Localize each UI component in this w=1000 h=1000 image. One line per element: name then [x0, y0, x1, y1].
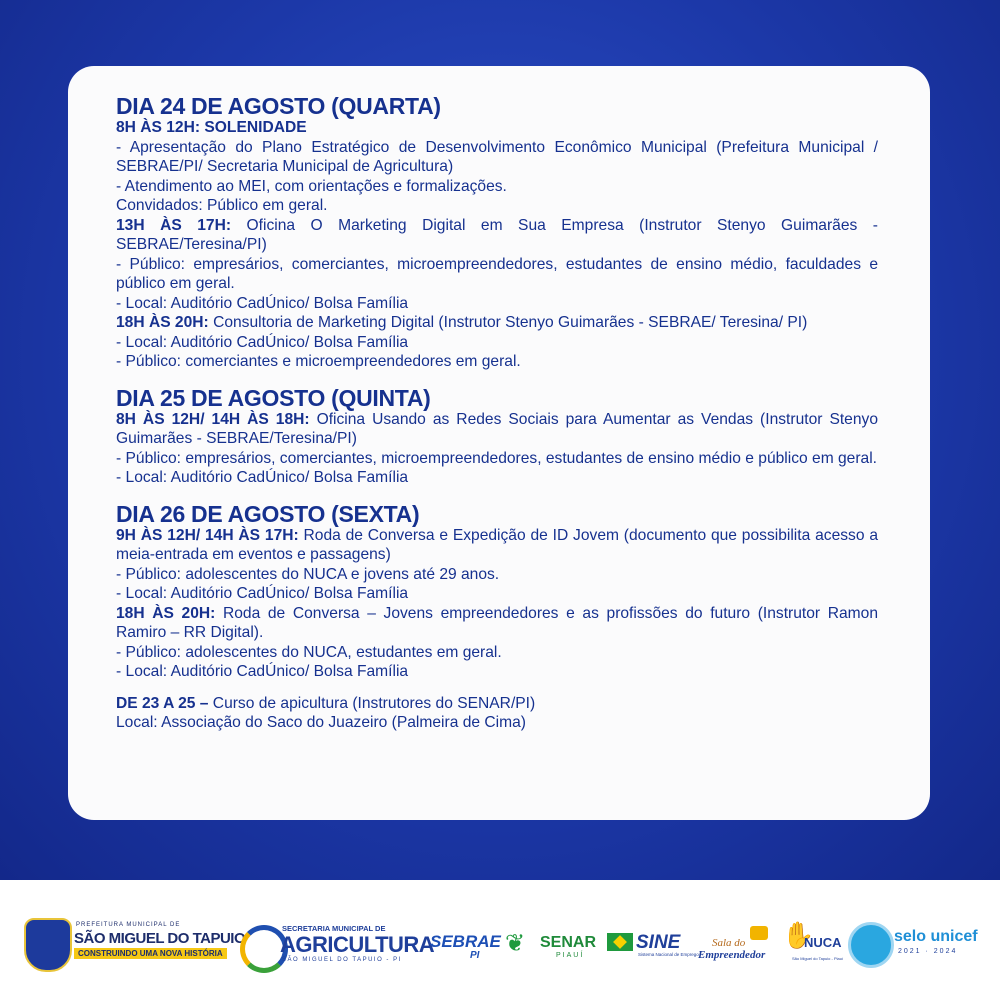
schedule-line: [116, 118, 878, 138]
line-text: - Público: empresários, comerciantes, microempreendedores, estudantes de ensino médio e público em geral.: [116, 449, 878, 467]
schedule-line: [116, 294, 878, 314]
schedule-line: [116, 410, 878, 449]
sebrae-uf: PI: [470, 950, 480, 961]
line-text: - Público: adolescentes do NUCA e jovens até 29 anos.: [116, 565, 500, 583]
day-title: DIA 26 DE AGOSTO (SEXTA): [116, 500, 420, 527]
sao-miguel-slogan: CONSTRUINDO UMA NOVA HISTÓRIA: [74, 948, 227, 959]
time-label: 8H ÀS 12H: SOLENIDADE: [116, 119, 307, 136]
agricultura-secretaria: SECRETARIA MUNICIPAL DE: [282, 924, 386, 933]
line-text: - Local: Auditório CadÚnico/ Bolsa Família: [116, 469, 409, 486]
time-label: 18H ÀS 20H:: [116, 314, 209, 331]
line-text: - Atendimento ao MEI, com orientações e formalizações.: [116, 177, 507, 195]
senar-logo: SENAR: [540, 934, 597, 951]
agricultura-name: AGRICULTURA: [280, 932, 435, 957]
line-text: - Local: Auditório CadÚnico/ Bolsa Família: [116, 333, 409, 351]
day-title: DIA 25 DE AGOSTO (QUINTA): [116, 384, 431, 411]
schedule-line: [116, 255, 878, 294]
schedule-line: [116, 196, 878, 216]
schedule-line: [116, 333, 878, 353]
day-section: [116, 386, 878, 488]
sao-miguel-name: SÃO MIGUEL DO TAPUIO: [74, 930, 246, 947]
schedule-line: [116, 138, 878, 177]
unicef-logo: selo unicef: [894, 928, 978, 945]
line-text: Local: Associação do Saco do Juazeiro (Palmeira de Cima): [116, 714, 526, 731]
sine-logo: SINE: [636, 932, 681, 953]
crest-icon: [24, 918, 72, 972]
line-text: Convidados: Público em geral.: [116, 197, 328, 214]
day-section: [116, 502, 878, 682]
schedule-content: [116, 94, 878, 733]
line-text: - Público: comerciantes e microempreendedores em geral.: [116, 353, 521, 370]
schedule-line: [116, 468, 878, 488]
day-title: DIA 24 DE AGOSTO (QUARTA): [116, 93, 441, 119]
schedule-line: [116, 177, 878, 197]
time-label: 8H ÀS 12H/ 14H ÀS 18H:: [116, 410, 310, 428]
time-label: 18H ÀS 20H:: [116, 604, 216, 622]
senar-uf: PIAUÍ: [556, 952, 585, 959]
sala-box-icon: [750, 926, 768, 940]
sebrae-logo: SEBRAE: [430, 932, 501, 951]
schedule-line: [116, 643, 878, 663]
line-text: Curso de apicultura (Instrutores do SENAR/PI): [208, 694, 536, 712]
schedule-line: [116, 216, 878, 255]
line-text: - Apresentação do Plano Estratégico de Desenvolvimento Econômico Municipal (Prefeitura Municipal / SEBRAE/PI/ Secretaria Municipal de Agricultura): [116, 138, 878, 175]
spacer: [116, 488, 878, 502]
agricultura-city: SÃO MIGUEL DO TAPUIO - PI: [282, 957, 402, 963]
nuca-logo: NUCA: [804, 935, 842, 950]
day-section: [116, 94, 878, 372]
sine-subtitle: Sistema Nacional de Emprego: [638, 952, 699, 957]
extra-section: [116, 694, 878, 733]
schedule-line: [116, 313, 878, 333]
schedule-line: [116, 713, 878, 733]
line-text: Oficina O Marketing Digital em Sua Empresa (Instrutor Stenyo Guimarães - SEBRAE/Teresina/PI): [116, 216, 878, 253]
schedule-line: [116, 604, 878, 643]
schedule-line: [116, 662, 878, 682]
schedule-line: [116, 565, 878, 585]
line-text: - Público: empresários, comerciantes, microempreendedores, estudantes de ensino médio, faculdades e público em geral.: [116, 255, 878, 292]
time-label: 9H ÀS 12H/ 14H ÀS 17H:: [116, 526, 299, 544]
spacer: [116, 682, 878, 694]
line-text: Roda de Conversa – Jovens empreendedores e as profissões do futuro (Instrutor Ramon Ramiro – RR Digital).: [116, 604, 878, 641]
line-text: - Local: Auditório CadÚnico/ Bolsa Família: [116, 585, 409, 602]
time-label: DE 23 A 25 –: [116, 694, 209, 712]
time-label: 13H ÀS 17H:: [116, 216, 232, 234]
senar-wheat-icon: ❦: [505, 930, 526, 957]
unicef-seal-icon: [848, 922, 894, 968]
line-text: Roda de Conversa e Expedição de ID Jovem (documento que possibilita acesso a meia-entrada em eventos e passagens): [116, 526, 878, 563]
nuca-subtitle: São Miguel do Tapuio - Piauí: [792, 956, 844, 961]
line-text: - Local: Auditório CadÚnico/ Bolsa Família: [116, 294, 409, 312]
line-text: Oficina Usando as Redes Sociais para Aumentar as Vendas (Instrutor Stenyo Guimarães - SEBRAE/Teresina/PI): [116, 410, 878, 447]
unicef-years: 2021 · 2024: [898, 948, 958, 955]
sala-line2: Empreendedor: [698, 949, 766, 961]
schedule-line: [116, 694, 878, 714]
nuca-hands-icon: ✋: [782, 920, 815, 950]
schedule-line: [116, 449, 878, 469]
schedule-line: [116, 584, 878, 604]
sala-line1: Sala do: [712, 937, 746, 949]
spacer: [116, 372, 878, 386]
schedule-line: [116, 352, 878, 372]
line-text: - Local: Auditório CadÚnico/ Bolsa Família: [116, 663, 409, 680]
schedule-line: [116, 526, 878, 565]
sao-miguel-prefix: PREFEITURA MUNICIPAL DE: [76, 922, 181, 928]
line-text: - Público: adolescentes do NUCA, estudantes em geral.: [116, 643, 502, 661]
line-text: Consultoria de Marketing Digital (Instrutor Stenyo Guimarães - SEBRAE/ Teresina/ PI): [208, 314, 808, 331]
